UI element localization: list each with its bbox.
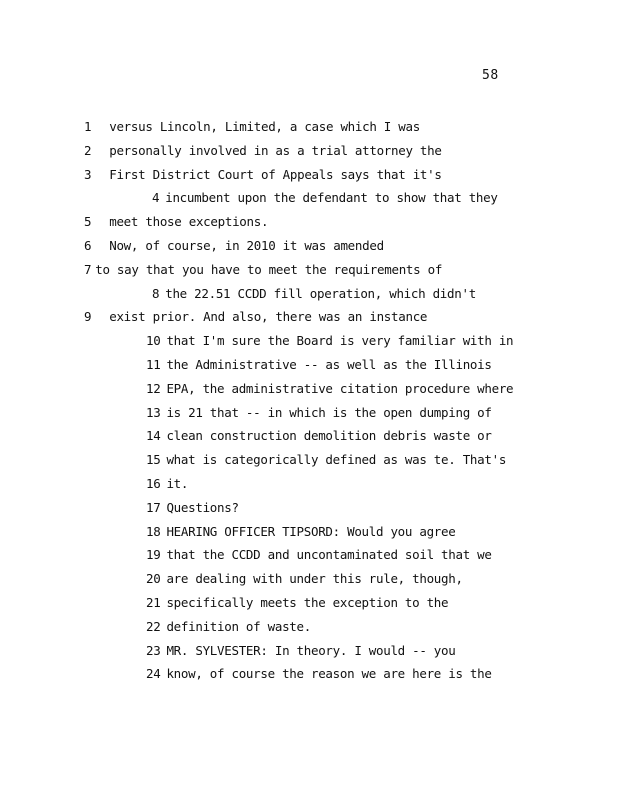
line-text: that the CCDD and uncontaminated soil that we — [166, 547, 492, 563]
line-number: 19 — [146, 547, 161, 563]
transcript-line — [84, 214, 268, 230]
line-text: specifically meets the exception to the — [166, 595, 449, 610]
transcript-line — [84, 119, 420, 135]
line-text: the 22.51 CCDD fill operation, which didn't — [165, 285, 476, 301]
line-number: 5 — [84, 214, 92, 230]
line-text: MR. SYLVESTER: In theory. I would -- you — [166, 642, 456, 658]
line-number: 18 — [146, 523, 161, 539]
line-number: 4 — [152, 190, 160, 206]
line-number: 16 — [146, 476, 161, 491]
line-text: exist prior. And also, there was an instance — [109, 309, 428, 325]
transcript-line — [146, 357, 492, 373]
transcript-line — [146, 405, 492, 421]
line-number: 13 — [146, 404, 161, 420]
transcript-line — [146, 452, 506, 468]
transcript-line — [84, 167, 442, 183]
line-number: 10 — [146, 333, 161, 349]
line-number: 7 — [84, 261, 92, 277]
line-number: 2 — [84, 142, 92, 158]
line-number: 3 — [84, 166, 92, 182]
line-number: 22 — [146, 618, 161, 634]
line-number: 15 — [146, 452, 161, 468]
transcript-line — [84, 309, 427, 325]
transcript-line — [146, 500, 239, 516]
transcript-line — [146, 333, 513, 349]
line-number: 1 — [84, 119, 92, 134]
transcript-line — [146, 643, 455, 659]
line-number: 11 — [146, 357, 161, 372]
line-number: 8 — [152, 285, 160, 301]
transcript-line — [146, 381, 513, 397]
transcript-line — [146, 547, 492, 563]
transcript-line — [152, 286, 476, 302]
transcript-line — [146, 666, 492, 682]
transcript-line — [84, 238, 384, 254]
transcript-line — [152, 190, 498, 206]
line-text: Questions? — [166, 499, 239, 515]
transcript-line — [146, 595, 448, 611]
line-text: clean construction demolition debris waste or — [166, 428, 492, 444]
line-number: 20 — [146, 571, 161, 587]
page-number: 58 — [482, 68, 499, 83]
transcript-line — [84, 143, 442, 159]
line-text: are dealing with under this rule, though, — [166, 571, 463, 587]
line-text: what is categorically defined as was te. That's — [166, 452, 507, 468]
line-text: definition of waste. — [166, 618, 311, 634]
line-number: 23 — [146, 642, 161, 658]
line-text: HEARING OFFICER TIPSORD: Would you agree — [166, 523, 456, 539]
line-number: 24 — [146, 666, 161, 682]
line-text: incumbent upon the defendant to show that they — [165, 190, 498, 206]
line-text: personally involved in as a trial attorney the — [109, 142, 442, 158]
line-text: Now, of course, in 2010 it was amended — [109, 238, 384, 253]
line-number: 9 — [84, 309, 92, 325]
transcript-line — [146, 428, 492, 444]
line-text: to say that you have to meet the requirements of — [95, 261, 443, 277]
transcript-line — [146, 476, 188, 492]
transcript-line — [84, 262, 442, 278]
transcript-line — [146, 571, 463, 587]
line-text: versus Lincoln, Limited, a case which I was — [109, 119, 420, 134]
transcript-line — [146, 524, 455, 540]
line-text: the Administrative -- as well as the Illinois — [166, 357, 492, 372]
transcript-line — [146, 619, 311, 635]
line-text: meet those exceptions. — [109, 214, 269, 230]
line-number: 14 — [146, 428, 161, 444]
line-text: EPA, the administrative citation procedure where — [166, 380, 514, 396]
line-number: 21 — [146, 595, 161, 610]
line-text: know, of course the reason we are here is the — [166, 666, 492, 682]
line-text: is 21 that -- in which is the open dumping of — [166, 404, 492, 420]
line-number: 12 — [146, 380, 161, 396]
line-number: 17 — [146, 499, 161, 515]
line-text: it. — [166, 476, 189, 491]
line-text: First District Court of Appeals says that it's — [109, 166, 442, 182]
line-number: 6 — [84, 238, 92, 253]
line-text: that I'm sure the Board is very familiar with in — [166, 333, 514, 349]
